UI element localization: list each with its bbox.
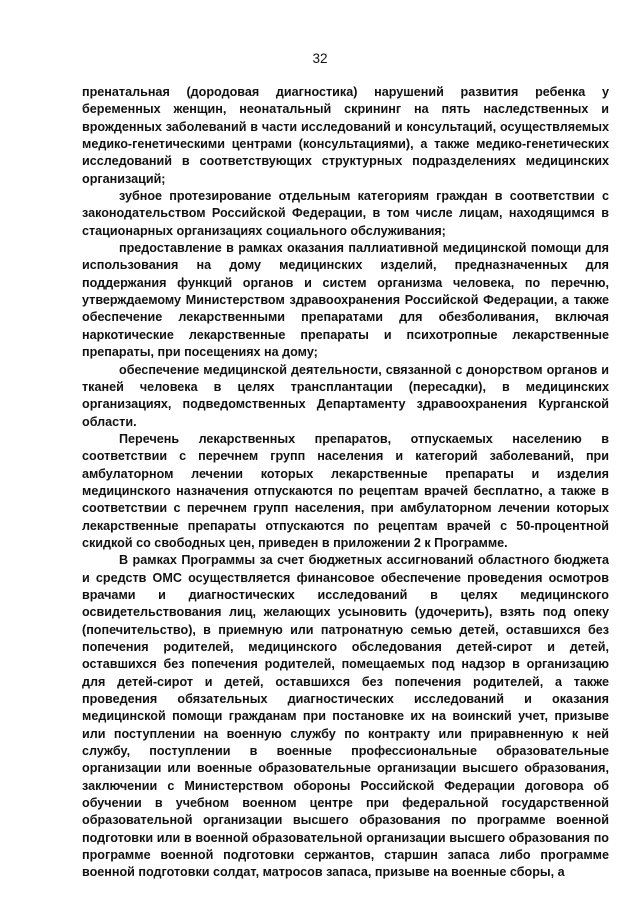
paragraph-program-funding: В рамках Программы за счет бюджетных ассигнований областного бюджета и средств ОМС осуществляется финансовое обеспечение проведения осмотров врачами и диагностических исследований в целях медицинского освидетельствования лиц, желающих усыновить (удочерить), взять под опеку (попечительство), в приемную или патронатную семью детей, оставшихся без попечения родителей, медицинского обследования детей-сирот и детей, оставшихся без попечения родителей, помещаемых под надзор в организацию для детей-сирот и детей, оставшихся без попечения родителей, а также проведения обязательных диагностических исследований и оказания медицинской помощи гражданам при постановке их на воинский учет, призыве или поступлении на военную службу по контракту или приравненную к ней службу, поступлении в военные профессиональные образовательные организации или военные образовательные организации высшего образования, заключении с Министерством обороны Российской Федерации договора об обучении в учебном военном центре при федеральной государственной образовательной организации высшего образования по программе военной подготовки или в военной образовательной организации высшего образования по программе военной подготовки сержантов, старшин запаса либо программе военной подготовки солдат, матросов запаса, призыве на военные сборы, а xyxy=(82,553,609,880)
document-body xyxy=(82,84,609,882)
page-number: 32 xyxy=(312,51,328,66)
paragraph-medicines-list: Перечень лекарственных препаратов, отпускаемых населению в соответствии с перечнем групп населения и категорий заболеваний, при амбулаторном лечении которых лекарственные препараты и изделия медицинского назначения отпускаются по рецептам врачей бесплатно, а также в соответствии с перечнем групп населения, при амбулаторном лечении которых лекарственные препараты отпускаются по рецептам врачей с 50-процентной скидкой со свободных цен, приведен в приложении 2 к Программе. xyxy=(82,431,609,550)
paragraph-prenatal-diagnostics: пренатальная (дородовая диагностика) нарушений развития ребенка у беременных женщин, неонатальный скрининг на пять наследственных и врожденных заболеваний в части исследований и консультаций, осуществляемых медико-генетическими центрами (консультациями), а также медико-генетических исследований в соответствующих структурных подразделениях медицинских организаций; xyxy=(82,85,609,186)
paragraph-palliative-care: предоставление в рамках оказания паллиативной медицинской помощи для использования на дому медицинских изделий, предназначенных для поддержания функций органов и систем организма человека, по перечню, утверждаемому Министерством здравоохранения Российской Федерации, а также обеспечение лекарственными препаратами для обезболивания, включая наркотические лекарственные препараты и психотропные лекарственные препараты, при посещениях на дому; xyxy=(82,241,609,360)
paragraph-dental-prosthetics: зубное протезирование отдельным категориям граждан в соответствии с законодательством Российской Федерации, в том числе лицам, находящимся в стационарных организациях социального обслуживания; xyxy=(82,189,609,238)
paragraph-organ-donation: обеспечение медицинской деятельности, связанной с донорством органов и тканей человека в целях трансплантации (пересадки), в медицинских организациях, подведомственных Департаменту здравоохранения Курганской области. xyxy=(82,362,609,429)
